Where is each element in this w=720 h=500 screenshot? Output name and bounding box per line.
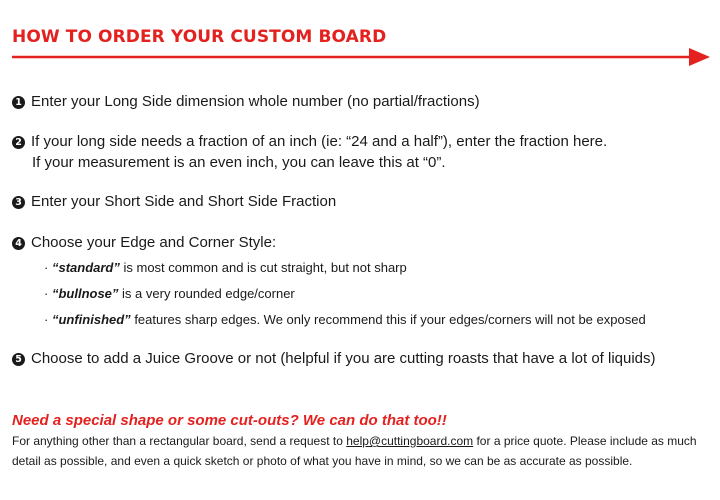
step-5 [12, 348, 656, 369]
bullet: · [44, 286, 49, 301]
bullet: · [44, 260, 49, 275]
step-1 [12, 91, 480, 112]
step-number-2: 2 [12, 136, 25, 149]
special-shape-heading: Need a special shape or some cut-outs? We can do that too!! [12, 412, 447, 429]
edge-style-bullnose [44, 285, 295, 303]
edge-style-standard [44, 259, 407, 277]
special-shape-text [12, 431, 712, 471]
bullet: · [44, 312, 49, 327]
special-text-before: For anything other than a rectangular board, send a request to [12, 434, 347, 448]
step-4-text: Choose your Edge and Corner Style: [31, 234, 277, 251]
step-3 [12, 191, 336, 212]
edge-style-term: “unfinished” [51, 312, 131, 327]
special-text-after: for a price quote. Please include as much detail as possible, and even a quick sketch or photo of what you have in mind, so we can be as accurate as possible. [12, 434, 697, 468]
edge-style-term: “bullnose” [51, 286, 119, 301]
step-4 [12, 232, 276, 253]
page-title: HOW TO ORDER YOUR CUSTOM BOARD [12, 27, 387, 47]
step-3-text: Enter your Short Side and Short Side Fraction [31, 193, 337, 210]
edge-style-description: is a very rounded edge/corner [122, 286, 295, 301]
step-number-3: 3 [12, 196, 25, 209]
edge-style-term: “standard” [51, 260, 120, 275]
step-1-text: Enter your Long Side dimension whole number (no partial/fractions) [31, 93, 480, 110]
step-2 [12, 131, 607, 173]
arrow-right-icon [12, 48, 710, 66]
email-link[interactable]: help@cuttingboard.com [346, 434, 474, 448]
edge-style-unfinished [44, 311, 646, 329]
step-number-1: 1 [12, 96, 25, 109]
step-2-text-continued: If your measurement is an even inch, you can leave this at “0”. [32, 154, 446, 171]
step-number-4: 4 [12, 237, 25, 250]
step-5-text: Choose to add a Juice Groove or not (helpful if you are cutting roasts that have a lot of liquids) [31, 350, 656, 367]
edge-style-description: features sharp edges. We only recommend this if your edges/corners will not be exposed [134, 312, 646, 327]
step-2-text: If your long side needs a fraction of an inch (ie: “24 and a half”), enter the fraction here. [31, 133, 608, 150]
step-number-5: 5 [12, 353, 25, 366]
edge-style-description: is most common and is cut straight, but not sharp [123, 260, 407, 275]
